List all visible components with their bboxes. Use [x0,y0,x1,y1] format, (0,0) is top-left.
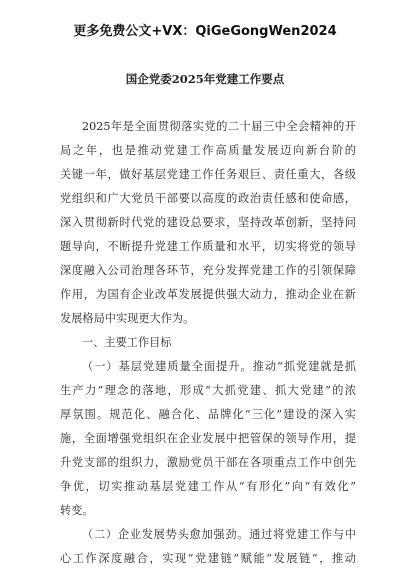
body-line: 一、主要工作目标 [82,336,172,349]
body-line: 作用，为国有企业改革发展提供强大动力，推动企业在新 [60,288,356,301]
body-line: （二）企业发展势头愈加强劲。通过将党建工作与中 [82,528,356,541]
body-line: 2025年是全面贯彻落实党的二十届三中全会精神的开 [82,120,356,133]
body-line: 发展格局中实现更大作为。 [60,312,195,325]
body-line: 争优，切实推动基层党建工作从“有形化”向“有效化” [60,480,356,493]
body-line: 升党支部的组织力，激励党员干部在各项重点工作中创先 [60,456,356,469]
body-line: 深度融入公司治理各环节，充分发挥党建工作的引领保障 [60,264,356,277]
body-line: 生产力”理念的落地，形成“大抓党建、抓大党建”的浓 [60,384,356,397]
body-line: 局之年，也是推动党建工作高质量发展迈向新台阶的 [60,144,356,157]
body-line: 转变。 [60,504,94,517]
body-line: 厚氛围。规范化、融合化、品牌化“三化”建设的深入实 [60,408,356,421]
body-line: 题导向，不断提升党建工作质量和水平，切实将党的领导 [60,240,356,253]
body-line: 心工作深度融合，实现“党建链”赋能“发展链”，推动 [60,552,356,565]
body-line: 施，全面增强党组织在企业发展中把管保的领导作用，提 [60,432,356,445]
document-body [60,115,356,571]
promo-banner: 更多免费公文+VX：QiGeGongWen2024 [73,24,337,39]
body-line: 深入贯彻新时代党的建设总要求，坚持改革创新，坚持问 [60,216,356,229]
body-line: 关键一年，做好基层党建工作任务艰巨、责任重大，各级 [60,168,356,181]
body-line: （一）基层党建质量全面提升。推动“抓党建就是抓 [82,360,356,373]
document-title: 国企党委2025年党建工作要点 [125,72,285,86]
body-line: 党组织和广大党员干部要以高度的政治责任感和使命感， [60,192,356,205]
